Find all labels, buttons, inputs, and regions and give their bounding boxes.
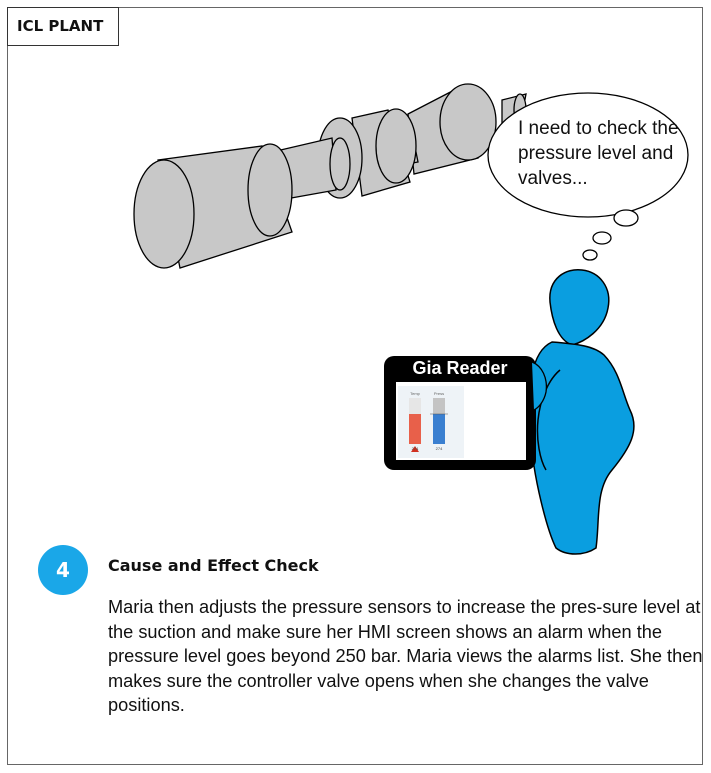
step-description: Maria then adjusts the pressure sensors to increase the pres-sure level at the suction and make sure her HMI screen shows an alarm when the pressure level goes beyond 250 bar. Maria views the alarms list. She then makes sure the controller valve opens when she changes the valve positions. xyxy=(108,597,703,715)
temp-gauge-fill xyxy=(409,414,421,444)
motor-back-face xyxy=(248,144,292,236)
press-gauge-fill xyxy=(433,414,445,444)
panel-title: ICL PLANT xyxy=(7,7,119,46)
thought-text: I need to check the pressure level and valves... xyxy=(518,118,679,189)
thought-dot-large xyxy=(614,210,638,226)
cone-small-rim xyxy=(376,109,416,183)
motor-front-face xyxy=(134,160,194,268)
press-gauge-value: 274 xyxy=(435,446,443,451)
person-head xyxy=(550,270,609,345)
temp-gauge-value: 274 xyxy=(411,446,419,451)
pump-assembly xyxy=(134,84,526,268)
cone-large-rim xyxy=(440,84,496,160)
step-number-badge: 4 xyxy=(38,545,88,595)
gauge-panel xyxy=(398,386,464,458)
temp-gauge-label: Temp xyxy=(410,391,420,396)
device-title: Gia Reader xyxy=(412,358,508,378)
thought-dot-medium xyxy=(593,232,611,244)
person-body xyxy=(529,342,634,554)
step-heading: Cause and Effect Check xyxy=(108,556,319,575)
person-figure xyxy=(529,270,634,554)
press-gauge-label: Press xyxy=(433,391,445,396)
thought-dot-small xyxy=(583,250,597,260)
thin-shaft-end xyxy=(330,138,350,190)
